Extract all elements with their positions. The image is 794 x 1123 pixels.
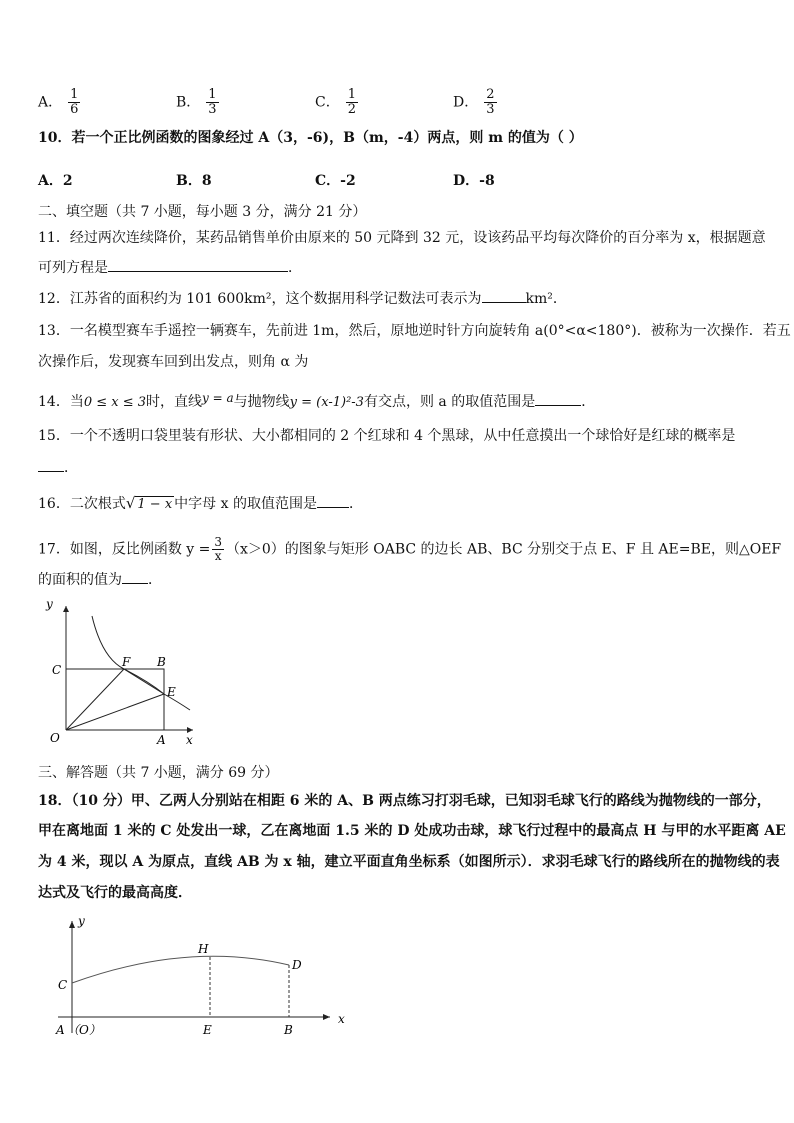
q10-option-d: D．-8 bbox=[453, 173, 495, 189]
denominator: 3 bbox=[208, 102, 217, 117]
denominator: 6 bbox=[70, 102, 79, 117]
y-axis-arrow bbox=[63, 606, 69, 612]
q17-line-2: 的面积的值为 ． bbox=[38, 572, 162, 588]
label-b: B bbox=[157, 655, 166, 669]
trajectory-parabola bbox=[72, 956, 289, 983]
segment-oe bbox=[66, 694, 164, 730]
q15-line-2: ． bbox=[38, 459, 78, 477]
q13-line-1: 13．一名模型赛车手遥控一辆赛车，先前进 1m，然后，原地逆时针方向旋转角 a(0°<α<180°)．被称为一次操作．若五 bbox=[38, 323, 791, 339]
q14-text: 与抛物线 bbox=[233, 394, 290, 410]
q10-option-a: A．2 bbox=[38, 173, 73, 189]
fraction bbox=[68, 88, 80, 117]
figure-q18-badminton-trajectory bbox=[38, 913, 368, 1043]
q18-line-3: 为 4 米，现以 A 为原点，直线 AB 为 x 轴，建立平面直角坐标系（如图所示）．求羽毛球飞行的路线所在的抛物线的表 bbox=[38, 854, 780, 870]
q14-condition: 0 ≤ x ≤ 3 bbox=[83, 395, 147, 410]
q12-question bbox=[38, 290, 567, 308]
q9-option-a bbox=[38, 88, 80, 117]
numerator: 3 bbox=[214, 535, 222, 549]
answer-blank bbox=[535, 393, 581, 406]
q15-line-1: 15．一个不透明口袋里装有形状、大小都相同的 2 个红球和 4 个黑球，从中任意摸出一个球恰好是红球的概率是 bbox=[38, 428, 736, 444]
fraction bbox=[346, 88, 358, 117]
answer-blank bbox=[38, 459, 64, 472]
q11-line-2: 可列方程是 ． bbox=[38, 260, 302, 276]
numerator: 1 bbox=[208, 87, 217, 102]
sqrt-symbol: √ bbox=[125, 494, 136, 512]
q14-text: 有交点，则 a 的取值范围是 bbox=[363, 394, 536, 410]
q9-option-b bbox=[176, 88, 219, 117]
q18-line-2: 甲在离地面 1 米的 C 处发出一球，乙在离地面 1.5 米的 D 处成功击球，球飞行过程中的最高点 H 与甲的水平距离 AE bbox=[38, 823, 786, 839]
label-y: y bbox=[78, 914, 85, 928]
q9-option-d bbox=[453, 88, 497, 117]
q11-text: 可列方程是 bbox=[38, 260, 108, 276]
figure-q17-hyperbola-rectangle bbox=[38, 598, 208, 748]
q17-line-1 bbox=[38, 536, 781, 563]
q17-text: 的面积的值为 bbox=[38, 572, 122, 588]
segment-of bbox=[66, 669, 124, 730]
answer-blank bbox=[317, 495, 349, 508]
label-a: A bbox=[56, 1023, 65, 1037]
label-c: C bbox=[52, 663, 62, 677]
option-label: D． bbox=[453, 94, 479, 111]
label-c: C bbox=[58, 978, 68, 992]
option-label: B． bbox=[176, 94, 201, 111]
q14-question: 14．当0 ≤ x ≤ 3时，直线y = a与抛物线y = (x-1)²-3有交点，则 a 的取值范围是 ． bbox=[38, 391, 596, 410]
answer-blank bbox=[122, 571, 148, 584]
y-axis-arrow bbox=[69, 921, 75, 928]
answer-blank bbox=[482, 290, 526, 303]
fraction bbox=[484, 88, 496, 117]
label-b: B bbox=[284, 1023, 293, 1037]
label-d: D bbox=[292, 958, 302, 972]
q18-line-4: 达式及飞行的最高高度． bbox=[38, 885, 192, 901]
label-y: y bbox=[46, 598, 53, 611]
q11-line-1: 11．经过两次连续降价，某药品销售单价由原来的 50 元降到 32 元，设该药品平均每次降价的百分率为 x，根据题意 bbox=[38, 230, 766, 246]
label-o: （O） bbox=[67, 1023, 101, 1037]
label-x: x bbox=[338, 1012, 345, 1026]
q13-line-2: 次操作后，发现赛车回到出发点，则角 α 为 bbox=[38, 354, 309, 370]
q10-option-b: B．8 bbox=[176, 173, 212, 189]
q14-text: 时，直线 bbox=[146, 394, 203, 410]
q9-option-c bbox=[315, 88, 358, 117]
q12-unit: km²． bbox=[525, 291, 567, 307]
label-e: E bbox=[203, 1023, 212, 1037]
label-a: A bbox=[157, 733, 166, 747]
q16-text: 16．二次根式 bbox=[38, 496, 126, 512]
denominator: x bbox=[214, 549, 222, 563]
denominator: 2 bbox=[347, 102, 356, 117]
q17-text: 17．如图，反比例函数 y = bbox=[38, 541, 211, 558]
x-axis-arrow bbox=[323, 1014, 330, 1020]
q14-parabola-eq: y = (x-1)²-3 bbox=[289, 395, 364, 410]
label-x: x bbox=[186, 733, 193, 747]
option-label: C． bbox=[315, 94, 340, 111]
numerator: 2 bbox=[486, 87, 495, 102]
label-h: H bbox=[198, 942, 209, 956]
fraction bbox=[212, 536, 224, 563]
q18-line-1: 18．（10 分）甲、乙两人分别站在相距 6 米的 A、B 两点练习打羽毛球，已知羽毛球飞行的路线为抛物线的一部分， bbox=[38, 793, 771, 809]
label-o: O bbox=[50, 731, 60, 745]
fraction bbox=[206, 88, 218, 117]
numerator: 1 bbox=[70, 87, 79, 102]
q16-radicand: 1 − x bbox=[137, 497, 173, 512]
numerator: 1 bbox=[347, 87, 356, 102]
segment-fe bbox=[124, 669, 164, 694]
q16-question: 16．二次根式√ 1 − x 中字母 x 的取值范围是 ． bbox=[38, 494, 363, 512]
section-2-title: 二、填空题（共 7 小题，每小题 3 分，满分 21 分） bbox=[38, 204, 367, 220]
section-3-title: 三、解答题（共 7 小题，满分 69 分） bbox=[38, 765, 279, 781]
q10-option-c: C．-2 bbox=[315, 173, 356, 189]
q14-line-eq: y = a bbox=[202, 391, 234, 405]
label-e: E bbox=[167, 685, 176, 699]
q14-text: 14．当 bbox=[38, 394, 84, 410]
q16-text: 中字母 x 的取值范围是 bbox=[174, 496, 317, 512]
q12-text: 12．江苏省的面积约为 101 600km²，这个数据用科学记数法可表示为 bbox=[38, 291, 482, 307]
option-label: A． bbox=[38, 94, 63, 111]
label-f: F bbox=[122, 655, 131, 669]
answer-blank bbox=[108, 259, 288, 272]
q17-text: （x＞0）的图象与矩形 OABC 的边长 AB、BC 分别交于点 E、F 且 AE=BE，则△OEF bbox=[226, 541, 782, 558]
q10-question: 10．若一个正比例函数的图象经过 A（3，-6)，B（m，-4）两点，则 m 的值为（ ） bbox=[38, 130, 583, 146]
denominator: 3 bbox=[486, 102, 495, 117]
